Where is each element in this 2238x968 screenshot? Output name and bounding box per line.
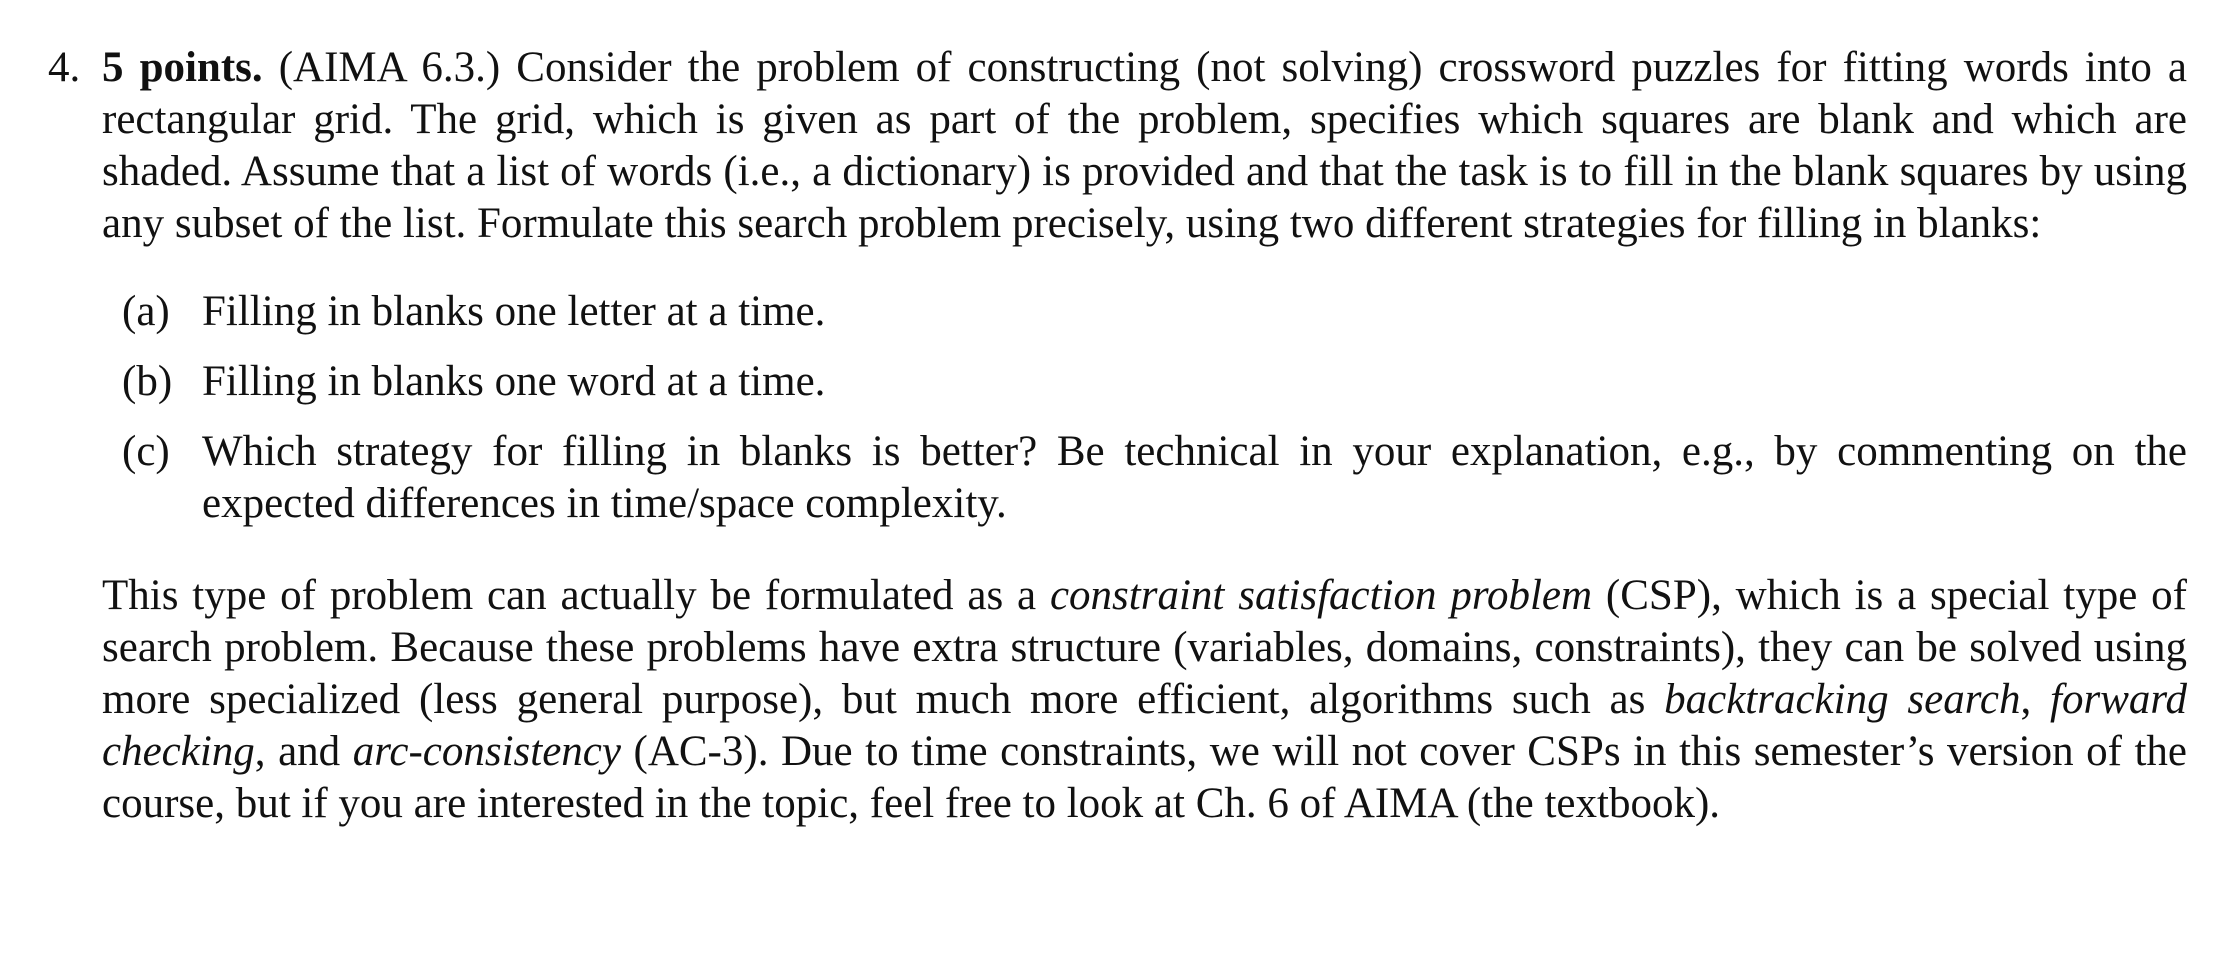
term-backtracking: backtracking search: [1664, 676, 2021, 723]
part-label: (b): [122, 358, 173, 405]
term-forward-checking: forward checking: [102, 676, 2188, 775]
note-text: ,: [2020, 676, 2051, 723]
note-text: , and: [254, 728, 353, 775]
note-text: (AC-3). Due to time constraints, we will not cover CSPs in this semester’s version of the course, but if you are interested in the topic, feel free to look at Ch. 6 of AIMA (the textbook).: [102, 728, 2187, 827]
problem-intro: (AIMA 6.3.) Consider the problem of constructing (not solving) crossword puzzles for fitting words into a rectangular grid. The grid, which is given as part of the problem, specifies which squares are blank and which are shaded. Assume that a list of words (i.e., a dictionary) is provided and that the task is to fill in the blank squares by using any subset of the list. Formulate this search problem precisely, using two different strategies for filling in blanks:: [102, 44, 2187, 247]
part-label: (c): [122, 428, 170, 475]
term-csp: constraint satisfaction problem: [1049, 572, 1593, 619]
term-arc-consistency: arc-consistency: [352, 728, 621, 775]
part-b: [102, 356, 2187, 408]
note-text: This type of problem can actually be formulated as a: [102, 572, 1050, 619]
part-text: Which strategy for filling in blanks is better? Be technical in your explanation, e.g., by commenting on the expected differences in time/space complexity.: [202, 428, 2187, 527]
part-text: Filling in blanks one letter at a time.: [202, 288, 826, 335]
problem-number: 4.: [48, 44, 81, 91]
note-text: (CSP), which is a special type of search problem. Because these problems have extra structure (variables, domains, constraints), they can be solved using more specialized (less general purpose), but much more efficient, algorithms such as: [102, 572, 2187, 723]
part-label: (a): [122, 288, 170, 335]
problem-4: [48, 42, 2198, 830]
csp-note: [102, 570, 2187, 830]
problem-statement: [102, 42, 2187, 250]
part-a: [102, 286, 2187, 338]
part-c: [102, 426, 2187, 530]
part-text: Filling in blanks one word at a time.: [202, 358, 826, 405]
parts-list: [102, 286, 2187, 530]
problem-body: [102, 42, 2187, 830]
points-label: 5 points.: [102, 44, 263, 91]
